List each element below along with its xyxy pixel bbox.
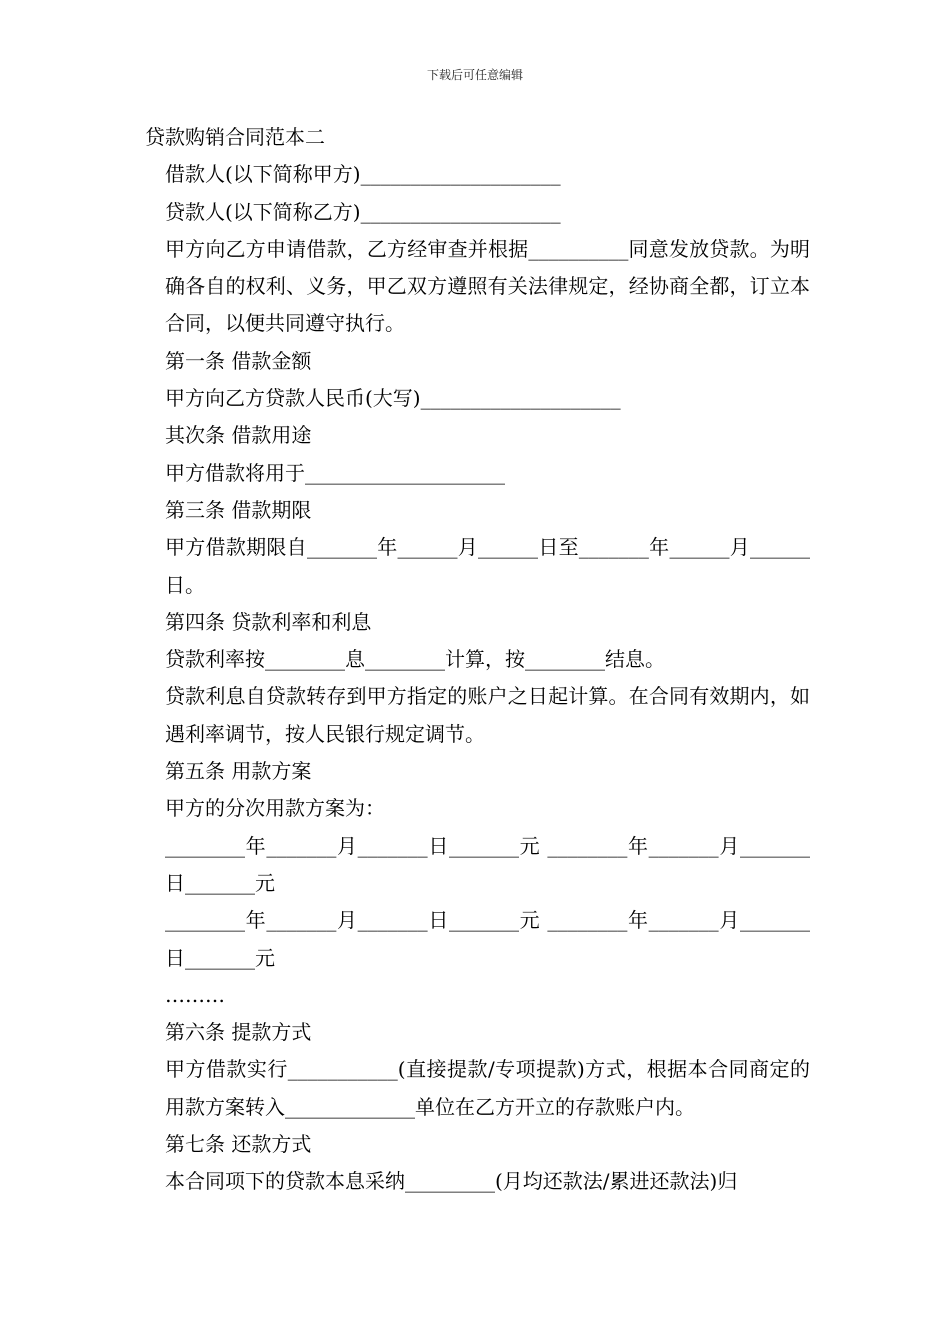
schedule-line: ________年_______月_______日_______元 ________年_______月_______日_______元 (165, 908, 810, 970)
article-1-heading: 第一条 借款金额 (165, 348, 312, 373)
article-5-heading: 第五条 用款方案 (165, 759, 312, 784)
document-body (145, 119, 810, 1201)
article-7-text: 本合同项下的贷款本息采纳_________(月均还款法/累进还款法)归 (165, 1169, 738, 1194)
article-3-heading: 第三条 借款期限 (165, 497, 312, 522)
article-4-text: 贷款利率按________息________计算，按________结息。 (165, 647, 665, 672)
borrower-line: 借款人(以下简称甲方)____________________ (165, 162, 561, 187)
article-4-interest-paragraph: 贷款利息自贷款转存到甲方指定的账户之日起计算。在合同有效期内，如遇利率调节，按人民银行规定调节。 (165, 684, 810, 746)
article-5-intro: 甲方的分次用款方案为： (165, 796, 385, 821)
article-6-heading: 第六条 提款方式 (165, 1020, 312, 1045)
article-6-text: 甲方借款实行___________(直接提款/专项提款)方式，根据本合同商定的用款方案转入_____________单位在乙方开立的存款账户内。 (165, 1057, 810, 1119)
article-4-heading: 第四条 贷款利率和利息 (165, 609, 372, 634)
article-3-text: 甲方借款期限自_______年______月______日至_______年______月______日。 (165, 535, 810, 597)
article-2-heading: 其次条 借款用途 (165, 423, 312, 448)
article-1-text: 甲方向乙方贷款人民币(大写)____________________ (165, 386, 621, 411)
document-title: 贷款购销合同范本二 (145, 125, 325, 149)
article-2-text: 甲方借款将用于____________________ (165, 460, 505, 485)
preamble-paragraph: 甲方向乙方申请借款，乙方经审查并根据__________同意发放贷款。为明确各自的权利、义务，甲乙双方遵照有关法律规定，经协商全都，订立本合同，以便共同遵守执行。 (165, 236, 810, 336)
lender-line: 贷款人(以下简称乙方)____________________ (165, 199, 561, 224)
article-7-heading: 第七条 还款方式 (165, 1132, 312, 1157)
ellipsis-line: ……… (165, 982, 225, 1007)
page-header: 下载后可任意编辑 (426, 68, 523, 82)
schedule-line: ________年_______月_______日_______元 ________年_______月_______日_______元 (165, 833, 810, 895)
